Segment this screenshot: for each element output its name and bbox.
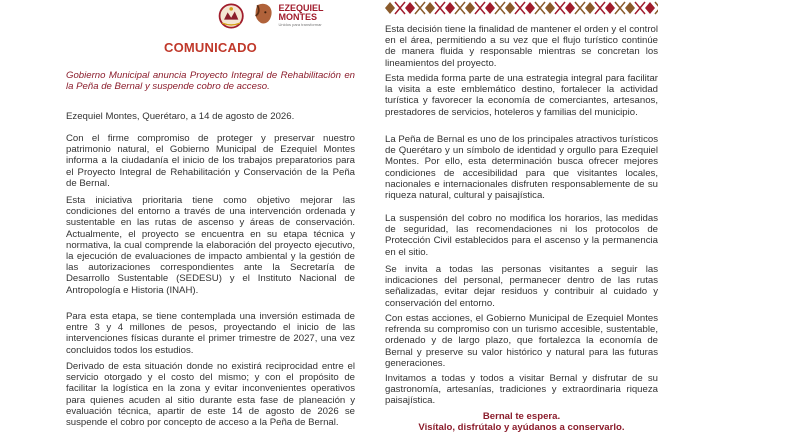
closing-line-1: Bernal te espera. <box>482 411 561 422</box>
document-title: COMUNICADO <box>164 40 257 55</box>
body-paragraph: Derivado de esta situación donde no existirá reciprocidad entre el servicio otorgado y el costo del mismo; y con el propósito de facilitar la logística en la zona y evitar inconvenientes operativos para quienes acuden al sitio durante esta fase de planeación y evaluación técnica, apartir de este 14 de agosto de 2026 se suspende el cobro por concepto de acceso a la Peña de Bernal. <box>66 361 355 429</box>
ezequiel-logo-title: EZEQUIEL MONTES <box>278 2 324 22</box>
header-logos <box>216 0 355 34</box>
body-paragraph: La Peña de Bernal es uno de los principales atractivos turísticos de Querétaro y un símbolo de identidad y orgullo para Ezequiel Montes. Por ello, esta determinación busca ofrecer mejores condiciones de accesibilidad para que visitantes locales, nacionales e internacionales disfruten responsablemente de su riqueza natural, cultural y paisajística. <box>385 134 658 202</box>
ezequiel-logo-subtitle: Unidos para transformar <box>278 21 322 27</box>
body-paragraph: Con estas acciones, el Gobierno Municipal de Ezequiel Montes refrenda su compromiso con un turismo accesible, sustentable, ordenado y de largo plazo, que fortalezca la economía de Bernal y preserve su valor histórico y natural para las futuras generaciones. <box>385 313 658 369</box>
body-paragraph: Esta decisión tiene la finalidad de mantener el orden y el control en el área, permitiendo a su vez que el flujo turístico continúe de manera fluida y responsable mientras se concretan los lineamientos del proyecto. <box>385 24 658 69</box>
date-line: Ezequiel Montes, Querétaro, a 14 de agosto de 2026. <box>66 111 295 122</box>
body-paragraph: Esta medida forma parte de una estrategia integral para facilitar la visita a este emblemático destino, fortalecer la actividad turística y favorecer la economía de comerciantes, artesanos, prestadores de servicios, hoteleros y familias del municipio. <box>385 73 658 118</box>
body-paragraph: Se invita a todas las personas visitantes a seguir las indicaciones del personal, permanecer dentro de las rutas señalizadas, evitar dejar residuos y contribuir al cuidado y conservación del entorno. <box>385 264 658 309</box>
right-column <box>385 0 658 437</box>
left-column <box>66 0 355 437</box>
decorative-pattern-band <box>385 0 658 16</box>
body-paragraph: Para esta etapa, se tiene contemplada una inversión estimada de entre 3 y 4 millones de pesos, proyectando el inicio de las intervenciones físicas durante el primer trimestre de 2027, una vez concluidos todos los estudios. <box>66 311 355 356</box>
body-paragraph: Con el firme compromiso de proteger y preservar nuestro patrimonio natural, el Gobierno Municipal de Ezequiel Montes informa a la ciudadanía el inicio de los trabajos preparatorios para el Proyecto Integral de Rehabilitación y Conservación de la Peña de Bernal. <box>66 133 355 189</box>
closing-line-2: Visítalo, disfrútalo y ayúdanos a conservarlo. <box>418 422 625 434</box>
body-paragraph: La suspensión del cobro no modifica los horarios, las medidas de seguridad, las recomendaciones ni los protocolos de Protección Civil establecidos para el ascenso y la permanencia en el sitio. <box>385 213 658 258</box>
body-paragraph: Esta iniciativa prioritaria tiene como objetivo mejorar las condiciones del entorno a través de una intervención ordenada y sustentable en las rutas de ascenso y áreas de conservación. Actualmente, el proyecto se encuentra en su etapa técnica y normativa, la cual comprende la elaboración del proyecto ejecutivo, la ejecución de evaluaciones de impacto ambiental y la gestión de las autorizaciones correspondientes ante la Secretaría de Desarrollo Sustentable (SEDESU) y el Instituto Nacional de Antropología e Historia (INAH). <box>66 195 355 296</box>
head-figure-icon <box>252 0 275 30</box>
lead-paragraph: Gobierno Municipal anuncia Proyecto Integral de Rehabilitación en la Peña de Bernal y suspende cobro de acceso. <box>66 70 355 93</box>
closing-block <box>385 411 658 433</box>
ezequiel-montes-logo <box>252 0 355 30</box>
municipal-seal-logo <box>216 0 246 32</box>
body-paragraph: Invitamos a todas y todos a visitar Bernal y disfrutar de su gastronomía, artesanías, tradiciones y extraordinaria riqueza paisajística. <box>385 373 658 407</box>
